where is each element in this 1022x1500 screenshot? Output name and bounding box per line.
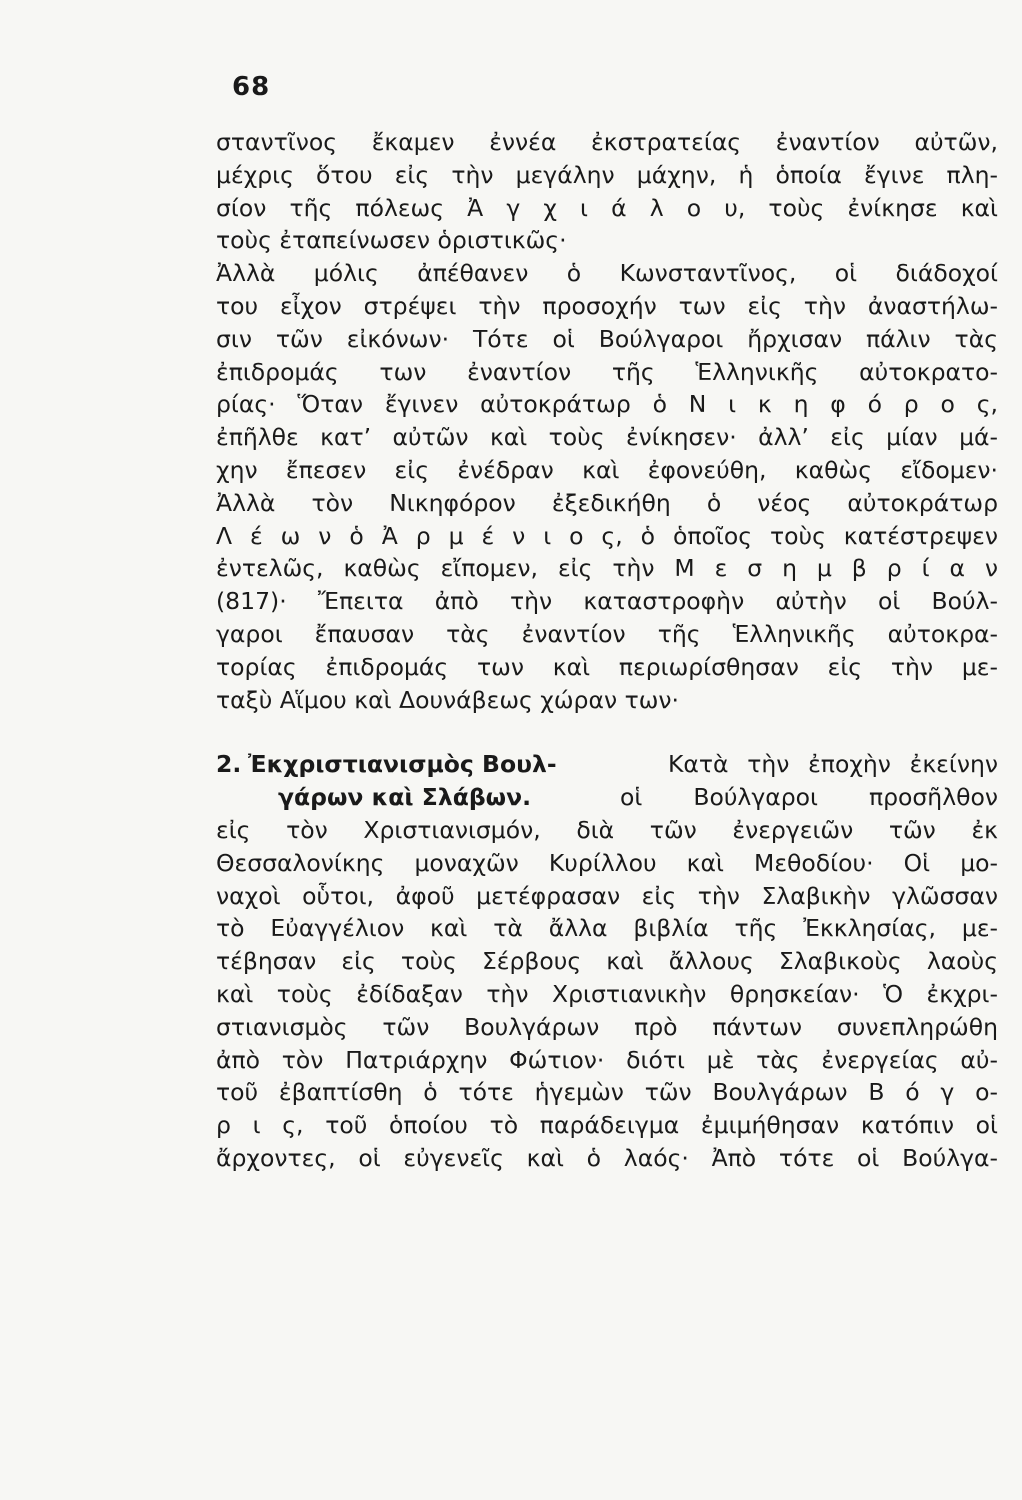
text-line: χην ἔπεσεν εἰς ἐνέδραν καὶ ἐφονεύθη, καθὼς εἴδομεν· bbox=[216, 455, 998, 484]
text-line: τέβησαν εἰς τοὺς Σέρβους καὶ ἄλλους Σλαβικοὺς λαοὺς bbox=[216, 947, 998, 976]
section-heading-line-2 bbox=[216, 781, 998, 814]
text-line: σιν τῶν εἰκόνων· Τότε οἱ Βούλγαροι ἤρχισαν πάλιν τὰς bbox=[216, 324, 998, 353]
section-number: 2. bbox=[216, 750, 242, 779]
text-line: ἀπὸ τὸν Πατριάρχην Φώτιον· διότι μὲ τὰς ἐνεργείας αὐ- bbox=[216, 1045, 998, 1074]
text-line: τοὺς ἐταπείνωσεν ὁριστικῶς· bbox=[216, 226, 567, 255]
text-line: σίον τῆς πόλεως Ἀ γ χ ι ά λ ο υ, τοὺς ἐνίκησε καὶ bbox=[216, 193, 998, 222]
page-body bbox=[216, 126, 998, 1175]
page-number: 68 bbox=[232, 72, 271, 102]
text-line: γαροι ἔπαυσαν τὰς ἐναντίον τῆς Ἑλληνικῆς αὐτοκρα- bbox=[216, 619, 998, 648]
text-line: ρίας· Ὅταν ἔγινεν αὐτοκράτωρ ὁ Ν ι κ η φ ό ρ ο ς, bbox=[216, 390, 998, 419]
text-line: μέχρις ὅτου εἰς τὴν μεγάλην μάχην, ἡ ὁποία ἔγινε πλη- bbox=[216, 160, 998, 189]
text-line: εἰς τὸν Χριστιανισμόν, διὰ τῶν ἐνεργειῶν τῶν ἐκ bbox=[216, 815, 998, 844]
section-heading-line-1 bbox=[216, 748, 998, 781]
text-line: καὶ τοὺς ἐδίδαξαν τὴν Χριστιανικὴν θρησκείαν· Ὁ ἐκχρι- bbox=[216, 979, 998, 1008]
text-line: Ἀλλὰ μόλις ἀπέθανεν ὁ Κωνσταντῖνος, οἱ διάδοχοί bbox=[216, 259, 998, 288]
text-line: (817)· Ἔπειτα ἀπὸ τὴν καταστροφὴν αὐτὴν οἱ Βούλ- bbox=[216, 587, 998, 616]
text-line: ταξὺ Αἵμου καὶ Δουνάβεως χώραν των· bbox=[216, 685, 679, 714]
text-line: ναχοὶ οὗτοι, ἀφοῦ μετέφρασαν εἰς τὴν Σλαβικὴν γλῶσσαν bbox=[216, 881, 998, 910]
section-title-part-1: Ἐκχριστιανισμὸς Βουλ- bbox=[248, 750, 557, 779]
text-line: στιανισμὸς τῶν Βουλγάρων πρὸ πάντων συνεπληρώθη bbox=[216, 1012, 998, 1041]
section-2 bbox=[216, 748, 998, 1174]
text-line: ἐντελῶς, καθὼς εἴπομεν, εἰς τὴν Μ ε σ η μ β ρ ί α ν bbox=[216, 554, 998, 583]
text-line: Θεσσαλονίκης μοναχῶν Κυρίλλου καὶ Μεθοδίου· Οἱ μο- bbox=[216, 848, 998, 877]
section-title-part-2: γάρων καὶ Σλάβων. bbox=[278, 783, 532, 812]
text-line: σταντῖνος ἔκαμεν ἐννέα ἐκστρατείας ἐναντίον αὐτῶν, bbox=[216, 128, 998, 156]
text-line: ρ ι ς, τοῦ ὁποίου τὸ παράδειγμα ἐμιμήθησαν κατόπιν οἱ bbox=[216, 1111, 998, 1140]
section-text-line: οἱ Βούλγαροι προσῆλθον bbox=[620, 783, 998, 812]
text-line: τορίας ἐπιδρομάς των καὶ περιωρίσθησαν εἰς τὴν με- bbox=[216, 652, 998, 681]
text-line: τοῦ ἐβαπτίσθη ὁ τότε ἡγεμὼν τῶν Βουλγάρων Β ό γ ο- bbox=[216, 1078, 998, 1107]
text-line: τὸ Εὐαγγέλιον καὶ τὰ ἄλλα βιβλία τῆς Ἐκκλησίας, με- bbox=[216, 914, 998, 943]
text-line: ἐπῆλθε κατ’ αὐτῶν καὶ τοὺς ἐνίκησεν· ἀλλ’ εἰς μίαν μά- bbox=[216, 423, 998, 452]
text-line: του εἶχον στρέψει τὴν προσοχήν των εἰς τὴν ἀναστήλω- bbox=[216, 291, 998, 320]
paragraph-1 bbox=[216, 126, 998, 716]
section-text-line: Κατὰ τὴν ἐποχὴν ἐκείνην bbox=[668, 750, 998, 779]
text-line: ἐπιδρομάς των ἐναντίον τῆς Ἑλληνικῆς αὐτοκρατο- bbox=[216, 357, 998, 386]
text-line: Ἀλλὰ τὸν Νικηφόρον ἐξεδικήθη ὁ νέος αὐτοκράτωρ bbox=[216, 488, 998, 517]
text-line: Λ έ ω ν ὁ Ἀ ρ μ έ ν ι ο ς, ὁ ὁποῖος τοὺς κατέστρεψεν bbox=[216, 521, 998, 550]
section-gap bbox=[216, 716, 998, 748]
text-line: ἄρχοντες, οἱ εὐγενεῖς καὶ ὁ λαός· Ἀπὸ τότε οἱ Βούλγα- bbox=[216, 1143, 998, 1172]
